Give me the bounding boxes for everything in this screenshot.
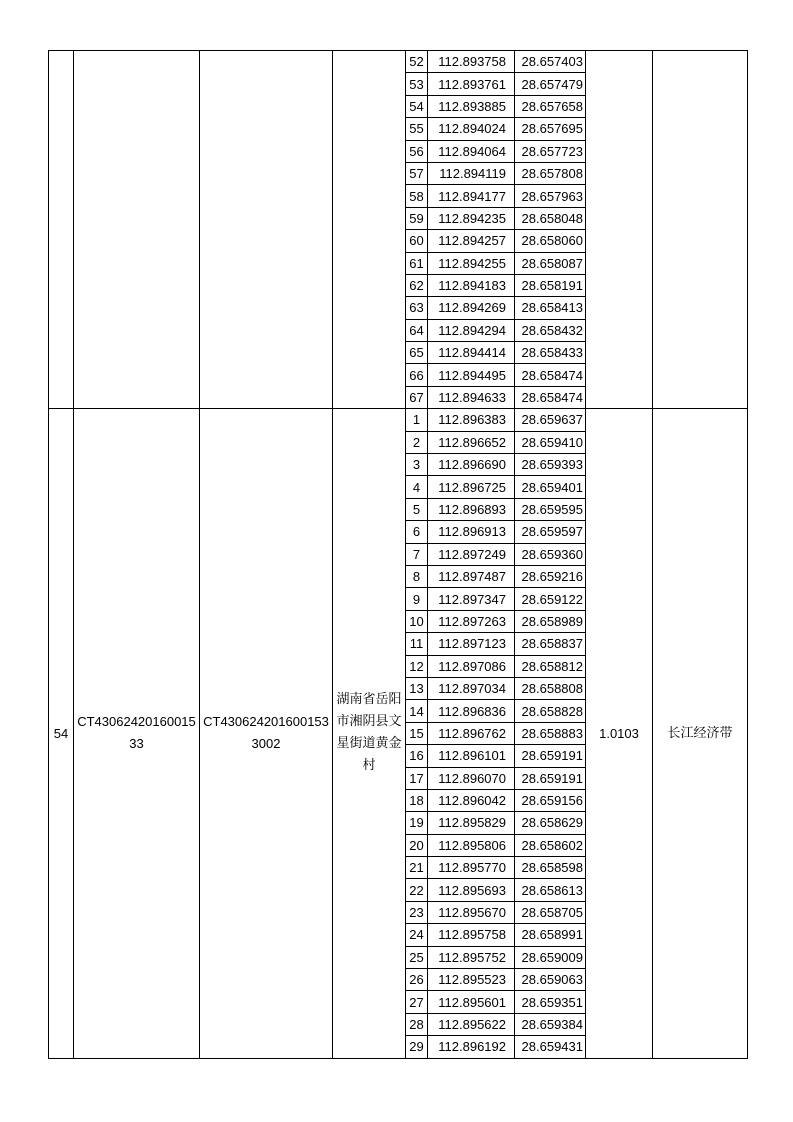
point-index: 19 <box>406 812 428 834</box>
longitude-cell: 112.895670 <box>428 901 515 923</box>
point-index: 26 <box>406 969 428 991</box>
belt-cell: 长江经济带 <box>653 409 748 1058</box>
latitude-cell: 28.658991 <box>515 924 586 946</box>
longitude-cell: 112.895829 <box>428 812 515 834</box>
longitude-cell: 112.894064 <box>428 140 515 162</box>
point-index: 23 <box>406 901 428 923</box>
longitude-cell: 112.893761 <box>428 73 515 95</box>
longitude-cell: 112.895523 <box>428 969 515 991</box>
latitude-cell: 28.657963 <box>515 185 586 207</box>
point-index: 2 <box>406 431 428 453</box>
longitude-cell: 112.893885 <box>428 95 515 117</box>
point-index: 18 <box>406 789 428 811</box>
latitude-cell: 28.658598 <box>515 857 586 879</box>
point-index: 59 <box>406 207 428 229</box>
point-index: 17 <box>406 767 428 789</box>
latitude-cell: 28.657695 <box>515 118 586 140</box>
latitude-cell: 28.659216 <box>515 565 586 587</box>
latitude-cell: 28.658828 <box>515 700 586 722</box>
longitude-cell: 112.894294 <box>428 319 515 341</box>
point-index: 25 <box>406 946 428 968</box>
latitude-cell: 28.658602 <box>515 834 586 856</box>
latitude-cell: 28.659191 <box>515 767 586 789</box>
point-index: 67 <box>406 386 428 408</box>
code2-cell: CT4306242016001533002 <box>200 409 333 1058</box>
longitude-cell: 112.896070 <box>428 767 515 789</box>
point-index: 4 <box>406 476 428 498</box>
seq-cell <box>49 51 74 409</box>
code1-cell <box>74 51 200 409</box>
point-index: 52 <box>406 51 428 73</box>
latitude-cell: 28.659009 <box>515 946 586 968</box>
longitude-cell: 112.896101 <box>428 745 515 767</box>
latitude-cell: 28.657403 <box>515 51 586 73</box>
table-row <box>49 409 748 431</box>
latitude-cell: 28.659597 <box>515 521 586 543</box>
latitude-cell: 28.657658 <box>515 95 586 117</box>
latitude-cell: 28.658837 <box>515 633 586 655</box>
belt-cell <box>653 51 748 409</box>
longitude-cell: 112.897034 <box>428 677 515 699</box>
point-index: 20 <box>406 834 428 856</box>
latitude-cell: 28.659360 <box>515 543 586 565</box>
latitude-cell: 28.659122 <box>515 588 586 610</box>
latitude-cell: 28.658048 <box>515 207 586 229</box>
longitude-cell: 112.894255 <box>428 252 515 274</box>
point-index: 15 <box>406 722 428 744</box>
longitude-cell: 112.897487 <box>428 565 515 587</box>
longitude-cell: 112.894257 <box>428 230 515 252</box>
point-index: 6 <box>406 521 428 543</box>
latitude-cell: 28.658613 <box>515 879 586 901</box>
latitude-cell: 28.659410 <box>515 431 586 453</box>
table-body <box>49 51 748 1059</box>
latitude-cell: 28.659191 <box>515 745 586 767</box>
longitude-cell: 112.896836 <box>428 700 515 722</box>
code1-cell: CT4306242016001533 <box>74 409 200 1058</box>
longitude-cell: 112.895622 <box>428 1013 515 1035</box>
latitude-cell: 28.659063 <box>515 969 586 991</box>
longitude-cell: 112.896690 <box>428 454 515 476</box>
point-index: 27 <box>406 991 428 1013</box>
longitude-cell: 112.897263 <box>428 610 515 632</box>
point-index: 65 <box>406 342 428 364</box>
point-index: 9 <box>406 588 428 610</box>
point-index: 22 <box>406 879 428 901</box>
longitude-cell: 112.896913 <box>428 521 515 543</box>
longitude-cell: 112.894119 <box>428 162 515 184</box>
longitude-cell: 112.894024 <box>428 118 515 140</box>
point-index: 61 <box>406 252 428 274</box>
point-index: 3 <box>406 454 428 476</box>
longitude-cell: 112.897347 <box>428 588 515 610</box>
point-index: 60 <box>406 230 428 252</box>
point-index: 7 <box>406 543 428 565</box>
latitude-cell: 28.658989 <box>515 610 586 632</box>
longitude-cell: 112.896762 <box>428 722 515 744</box>
point-index: 1 <box>406 409 428 431</box>
longitude-cell: 112.897123 <box>428 633 515 655</box>
latitude-cell: 28.658812 <box>515 655 586 677</box>
longitude-cell: 112.896893 <box>428 498 515 520</box>
document-page <box>48 50 747 1059</box>
point-index: 66 <box>406 364 428 386</box>
point-index: 12 <box>406 655 428 677</box>
latitude-cell: 28.659384 <box>515 1013 586 1035</box>
point-index: 57 <box>406 162 428 184</box>
coordinate-table <box>48 50 748 1059</box>
longitude-cell: 112.893758 <box>428 51 515 73</box>
latitude-cell: 28.658883 <box>515 722 586 744</box>
latitude-cell: 28.658060 <box>515 230 586 252</box>
location-cell <box>333 51 406 409</box>
point-index: 21 <box>406 857 428 879</box>
longitude-cell: 112.895770 <box>428 857 515 879</box>
latitude-cell: 28.658413 <box>515 297 586 319</box>
latitude-cell: 28.658629 <box>515 812 586 834</box>
longitude-cell: 112.896383 <box>428 409 515 431</box>
point-index: 63 <box>406 297 428 319</box>
point-index: 54 <box>406 95 428 117</box>
latitude-cell: 28.658432 <box>515 319 586 341</box>
latitude-cell: 28.658087 <box>515 252 586 274</box>
latitude-cell: 28.658474 <box>515 386 586 408</box>
point-index: 5 <box>406 498 428 520</box>
latitude-cell: 28.658808 <box>515 677 586 699</box>
latitude-cell: 28.659431 <box>515 1036 586 1058</box>
longitude-cell: 112.894177 <box>428 185 515 207</box>
point-index: 14 <box>406 700 428 722</box>
point-index: 16 <box>406 745 428 767</box>
location-cell: 湖南省岳阳市湘阴县文星街道黄金村 <box>333 409 406 1058</box>
longitude-cell: 112.894269 <box>428 297 515 319</box>
latitude-cell: 28.657723 <box>515 140 586 162</box>
longitude-cell: 112.897249 <box>428 543 515 565</box>
longitude-cell: 112.894235 <box>428 207 515 229</box>
area-cell: 1.0103 <box>586 409 653 1058</box>
latitude-cell: 28.659637 <box>515 409 586 431</box>
point-index: 28 <box>406 1013 428 1035</box>
point-index: 56 <box>406 140 428 162</box>
latitude-cell: 28.659393 <box>515 454 586 476</box>
point-index: 62 <box>406 274 428 296</box>
latitude-cell: 28.659401 <box>515 476 586 498</box>
point-index: 10 <box>406 610 428 632</box>
code2-cell <box>200 51 333 409</box>
longitude-cell: 112.895752 <box>428 946 515 968</box>
longitude-cell: 112.896652 <box>428 431 515 453</box>
longitude-cell: 112.896192 <box>428 1036 515 1058</box>
longitude-cell: 112.894414 <box>428 342 515 364</box>
latitude-cell: 28.658433 <box>515 342 586 364</box>
longitude-cell: 112.897086 <box>428 655 515 677</box>
longitude-cell: 112.894633 <box>428 386 515 408</box>
point-index: 55 <box>406 118 428 140</box>
point-index: 58 <box>406 185 428 207</box>
point-index: 24 <box>406 924 428 946</box>
latitude-cell: 28.659351 <box>515 991 586 1013</box>
latitude-cell: 28.658705 <box>515 901 586 923</box>
point-index: 53 <box>406 73 428 95</box>
point-index: 8 <box>406 565 428 587</box>
longitude-cell: 112.894183 <box>428 274 515 296</box>
table-row <box>49 51 748 73</box>
latitude-cell: 28.659156 <box>515 789 586 811</box>
longitude-cell: 112.895806 <box>428 834 515 856</box>
point-index: 29 <box>406 1036 428 1058</box>
longitude-cell: 112.895758 <box>428 924 515 946</box>
latitude-cell: 28.658474 <box>515 364 586 386</box>
longitude-cell: 112.895601 <box>428 991 515 1013</box>
longitude-cell: 112.896042 <box>428 789 515 811</box>
point-index: 64 <box>406 319 428 341</box>
latitude-cell: 28.657808 <box>515 162 586 184</box>
seq-cell: 54 <box>49 409 74 1058</box>
longitude-cell: 112.895693 <box>428 879 515 901</box>
point-index: 11 <box>406 633 428 655</box>
longitude-cell: 112.896725 <box>428 476 515 498</box>
longitude-cell: 112.894495 <box>428 364 515 386</box>
latitude-cell: 28.659595 <box>515 498 586 520</box>
latitude-cell: 28.658191 <box>515 274 586 296</box>
area-cell <box>586 51 653 409</box>
latitude-cell: 28.657479 <box>515 73 586 95</box>
point-index: 13 <box>406 677 428 699</box>
